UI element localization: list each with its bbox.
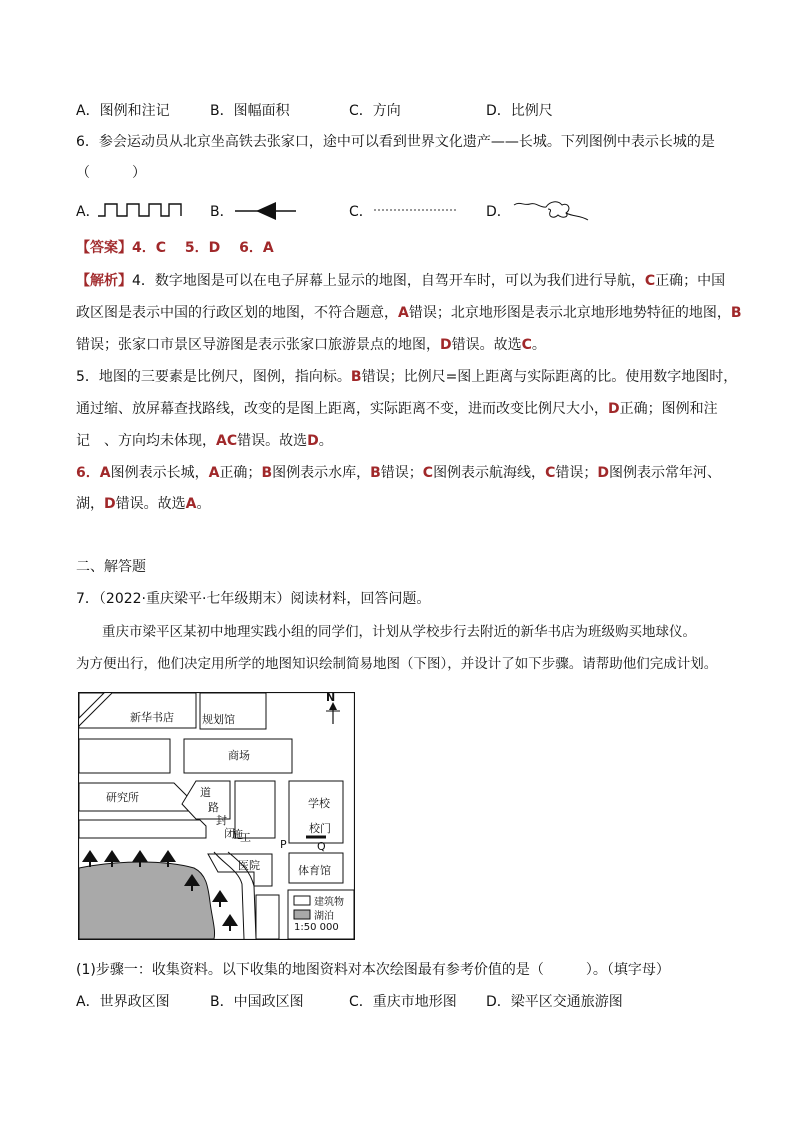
analysis-line-8: 湖，D错误。故选A。: [76, 496, 211, 512]
north-label: N: [326, 691, 336, 704]
q6-option-b-label: B．: [210, 204, 234, 220]
q6-option-a-label: A．: [76, 204, 100, 220]
sea-route-legend-icon: [373, 205, 459, 215]
q7-stem: 7．（2022·重庆梁平·七年级期末）阅读材料，回答问题。: [76, 591, 431, 607]
scale-label: 1:50 000: [294, 922, 339, 933]
planning-label: 规划馆: [202, 713, 235, 726]
q5-option-d: D．比例尺: [486, 103, 553, 119]
q6-option-d-label: D．: [486, 204, 511, 220]
reservoir-legend-icon: [234, 201, 298, 221]
q6-blank: （ ）: [76, 165, 146, 181]
great-wall-legend-icon: [97, 200, 183, 220]
gym-label: 体育馆: [298, 864, 331, 877]
section-title: 二、解答题: [76, 559, 146, 575]
analysis-line-5: 通过缩、放屏幕查找路线，改变的是图上距离，实际距离不变，进而改变比例尺大小，D正确；图例和注: [76, 401, 718, 417]
road-closed-5: 施: [232, 828, 243, 841]
road-closed-3: 封: [216, 814, 227, 827]
bookstore-label: 新华书店: [130, 711, 174, 724]
road-closed-4: 闭: [224, 827, 235, 840]
analysis-line-1: 【解析】4．数字地图是可以在电子屏幕上显示的地图，自驾开车时，可以为我们进行导航，C正确；中国: [76, 273, 726, 289]
q7-option-a: A．世界政区图: [76, 994, 170, 1010]
answer-line: [76, 238, 274, 258]
q6-stem: 6．参会运动员从北京坐高铁去张家口，途中可以看到世界文化遗产——长城。下列图例中表示长城的是: [76, 134, 715, 150]
q7-material-line-2: 为方便出行，他们决定用所学的地图知识绘制简易地图（下图），并设计了如下步骤。请帮助他们完成计划。: [76, 656, 718, 672]
point-p-label: P: [280, 838, 287, 851]
road-closed-1: 道: [200, 786, 211, 799]
legend-building-label: 建筑物: [314, 897, 344, 908]
analysis-line-4: 5．地图的三要素是比例尺，图例，指向标。B错误；比例尺=图上距离与实际距离的比。使用数字地图时，: [76, 369, 738, 385]
answer-tag: 【答案】: [76, 240, 132, 256]
mall-label: 商场: [228, 749, 250, 762]
q7-material-line-1: 重庆市梁平区某初中地理实践小组的同学们，计划从学校步行去附近的新华书店为班级购买地球仪。: [102, 624, 696, 640]
q6-option-c-label: C．: [349, 204, 373, 220]
q5-option-b: B．图幅面积: [210, 103, 290, 119]
institute-label: 研究所: [106, 791, 139, 804]
road-closed-2: 路: [208, 801, 219, 814]
q7-option-c: C．重庆市地形图: [349, 994, 457, 1010]
q5-option-c: C．方向: [349, 103, 401, 119]
q7-option-b: B．中国政区图: [210, 994, 304, 1010]
analysis-line-3: 错误；张家口市景区导游图是表示张家口旅游景点的地图，D错误。故选C。: [76, 337, 546, 353]
river-lake-legend-icon: [512, 197, 592, 225]
legend-lake-label: 湖泊: [314, 911, 334, 922]
sketch-map: [78, 692, 355, 940]
analysis-tag: 【解析】: [76, 273, 132, 289]
analysis-line-7: 6．A图例表示长城，A正确；B图例表示水库，B错误；C图例表示航海线，C错误；D图例表示常年河、: [76, 465, 721, 481]
q5-option-a: A．图例和注记: [76, 103, 170, 119]
q7-option-d: D．梁平区交通旅游图: [486, 994, 623, 1010]
q7-sub1: (1)步骤一：收集资料。以下收集的地图资料对本次绘图最有参考价值的是（ ）。（填字母）: [76, 962, 670, 978]
gate-label: 校门: [309, 822, 331, 835]
analysis-line-2: 政区图是表示中国的行政区划的地图，不符合题意，A错误；北京地形图是表示北京地形地势特征的地图，B: [76, 305, 742, 321]
answer-text: 4．C 5．D 6．A: [132, 240, 274, 256]
analysis-line-6: 记 、方向均未体现，AC错误。故选D。: [76, 433, 333, 449]
hospital-label: 医院: [238, 859, 260, 872]
point-q-label: Q: [317, 840, 326, 853]
road-closed-6: 工: [240, 831, 251, 844]
school-label: 学校: [308, 797, 330, 810]
